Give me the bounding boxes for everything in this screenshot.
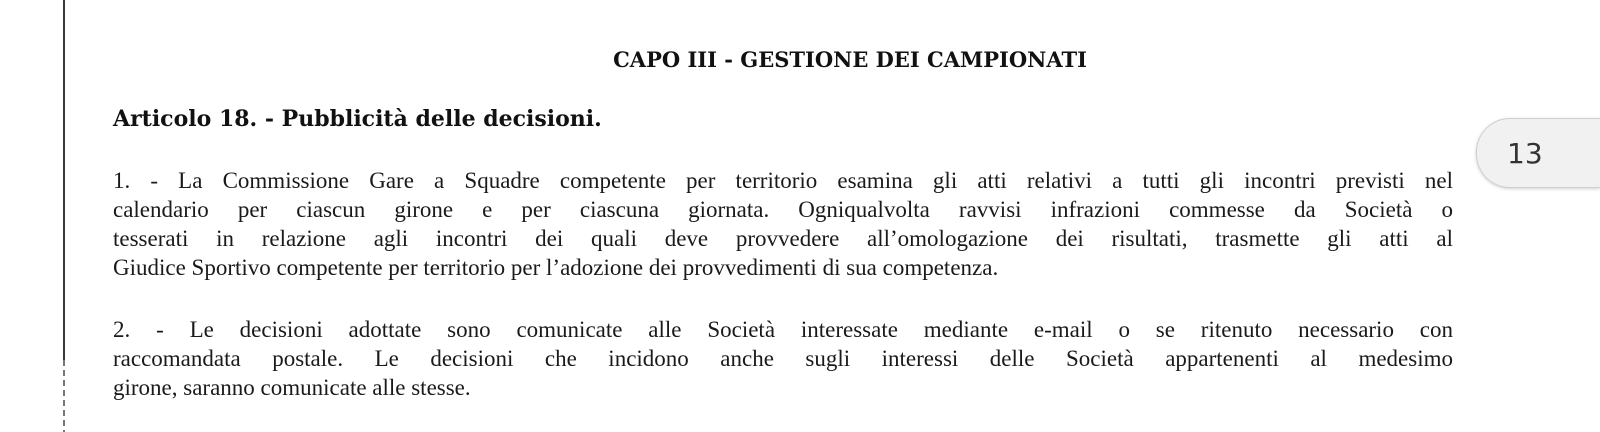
page-edge-dashed-line xyxy=(63,360,65,432)
paragraph-line: calendario per ciascun girone e per ciascuna giornata. Ogniqualvolta ravvisi infrazioni commesse da Società o xyxy=(113,197,1453,222)
paragraph-line: raccomandata postale. Le decisioni che incidono anche sugli interessi delle Società appartenenti al medesimo xyxy=(113,346,1453,371)
page-number-badge[interactable] xyxy=(1476,118,1600,188)
paragraph-2 xyxy=(113,315,1453,402)
paragraph-line: 1. - La Commissione Gare a Squadre competente per territorio esamina gli atti relativi a tutti gli incontri previsti nel xyxy=(113,168,1453,193)
paragraph-line: Giudice Sportivo competente per territorio per l’adozione dei provvedimenti di sua competenza. xyxy=(113,255,999,280)
paragraph-1 xyxy=(113,166,1453,282)
paragraph-line: 2. - Le decisioni adottate sono comunicate alle Società interessate mediante e-mail o se ritenuto necessario con xyxy=(113,317,1453,342)
paragraph-line: girone, saranno comunicate alle stesse. xyxy=(113,375,471,400)
paragraph-line: tesserati in relazione agli incontri dei quali deve provvedere all’omologazione dei risultati, trasmette gli atti al xyxy=(113,226,1453,251)
article-title: Articolo 18. - Pubblicità delle decisioni. xyxy=(113,106,602,132)
page-number-label: 13 xyxy=(1507,137,1543,170)
chapter-title: CAPO III - GESTIONE DEI CAMPIONATI xyxy=(613,47,1087,72)
document-page xyxy=(66,0,1600,432)
